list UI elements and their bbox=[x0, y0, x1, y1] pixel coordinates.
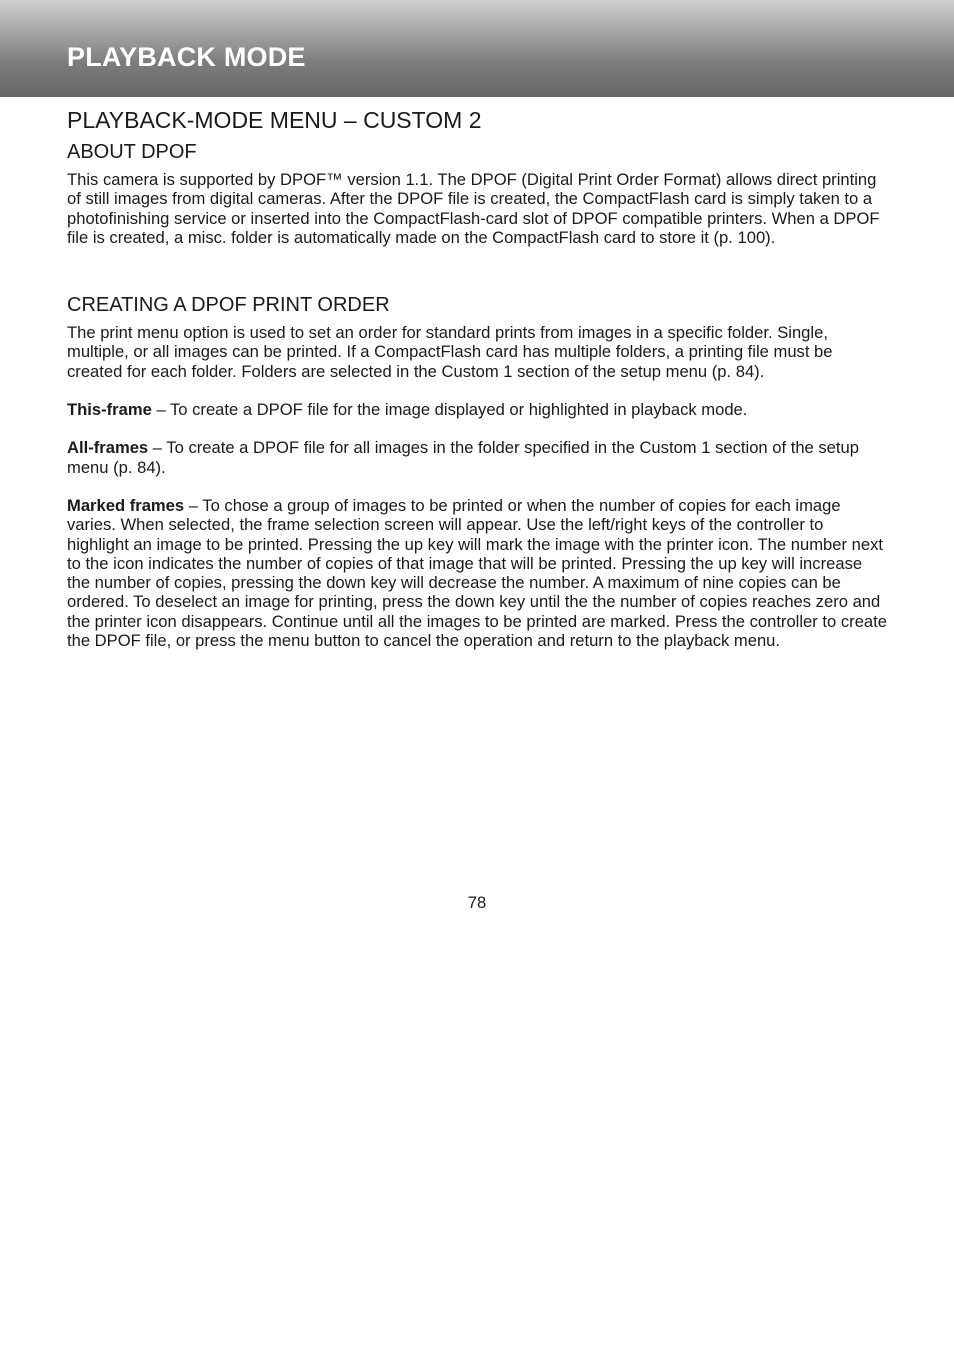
option-all-frames bbox=[67, 438, 889, 477]
option-marked-frames-text: – To chose a group of images to be printed or when the number of copies for each image varies. When selected, the frame selection screen will appear. Use the left/right keys of the controller to highlight an image to be printed. Pressing the up key will mark the image with the printer icon. The number next to the icon indicates the number of copies of that image that will be printed. Pressing the up key will increase the number of copies, pressing the down key will decrease the number. A maximum of nine copies can be ordered. To deselect an image for printing, press the down key until the the number of copies reaches zero and the printer icon disappears. Continue until all the images to be printed are marked. Press the controller to create the DPOF file, or press the menu button to cancel the operation and return to the playback menu. bbox=[67, 495, 887, 651]
about-dpof-heading: ABOUT DPOF bbox=[67, 141, 197, 163]
page-number: 78 bbox=[467, 893, 487, 912]
option-marked-frames-term: Marked frames bbox=[67, 495, 185, 515]
option-marked-frames bbox=[67, 496, 889, 650]
creating-print-order-intro: The print menu option is used to set an order for standard prints from images in a specific folder. Single, multiple, or all images can be printed. If a CompactFlash card has multiple folders, a printing file must be created for each folder. Folders are selected in the Custom 1 section of the setup menu (p. 84). bbox=[67, 323, 833, 381]
option-this-frame bbox=[67, 400, 889, 419]
section-title: PLAYBACK-MODE MENU – CUSTOM 2 bbox=[67, 107, 482, 133]
creating-print-order-heading: CREATING A DPOF PRINT ORDER bbox=[67, 294, 390, 317]
page-header-title: PLAYBACK MODE bbox=[67, 42, 306, 72]
option-all-frames-term: All-frames bbox=[67, 438, 149, 458]
page-header-band bbox=[0, 0, 954, 97]
option-this-frame-term: This-frame bbox=[67, 400, 152, 420]
page-content bbox=[67, 105, 889, 650]
option-this-frame-text: – To create a DPOF file for the image displayed or highlighted in playback mode. bbox=[151, 400, 748, 420]
about-dpof-paragraph: This camera is supported by DPOF™ version 1.1. The DPOF (Digital Print Order Format) allows direct printing of still images from digital cameras. After the DPOF file is created, the CompactFlash card is simply taken to a photofinishing service or inserted into the CompactFlash-card slot of DPOF compatible printers. When a DPOF file is created, a misc. folder is automatically made on the CompactFlash card to store it (p. 100). bbox=[67, 170, 880, 247]
option-all-frames-text: – To create a DPOF file for all images in the folder specified in the Custom 1 section of the setup menu (p. 84). bbox=[67, 438, 859, 477]
